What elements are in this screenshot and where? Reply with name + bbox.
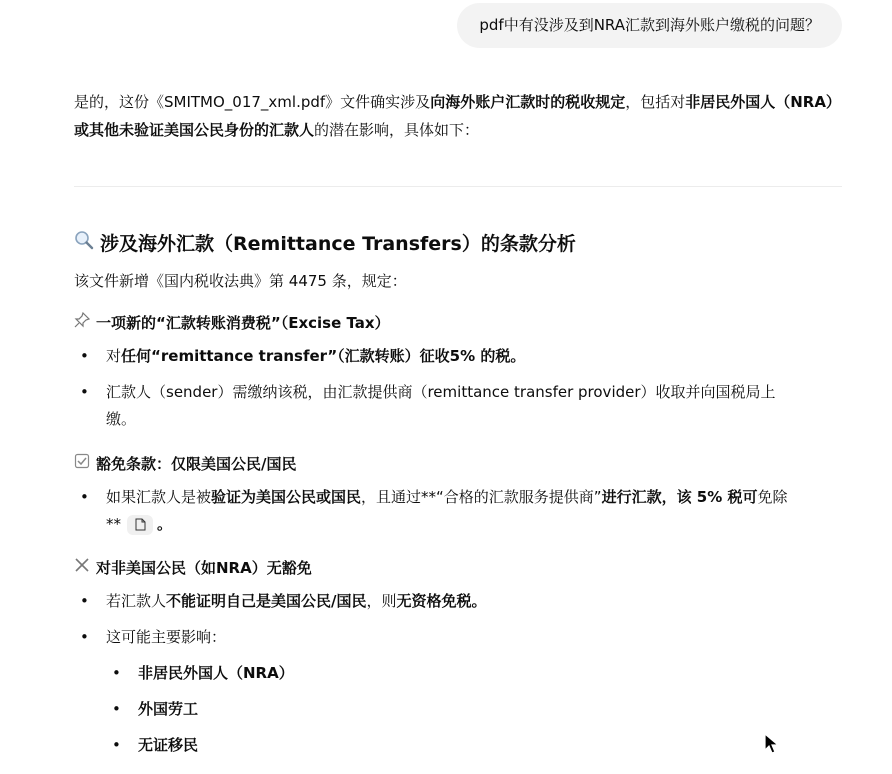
- bullet-text: 免除: [757, 488, 788, 506]
- intro-paragraph: [74, 88, 844, 144]
- intro-bold-1: 向海外账户汇款时的税收规定: [430, 93, 626, 111]
- nested-list-item: [112, 732, 812, 759]
- nested-bullet-text: 外国劳工: [138, 700, 199, 718]
- bullet-text: 若汇款人: [106, 592, 167, 610]
- bullet-text: 对: [106, 347, 122, 365]
- bullet-dot: •: [80, 347, 89, 365]
- section-heading: [74, 229, 576, 259]
- list-item: [80, 484, 820, 538]
- subsection-3-title-text: 对非美国公民（如NRA）无豁免: [96, 559, 312, 577]
- bullet-bold-text: 无资格免税。: [396, 592, 487, 610]
- section-heading-text: 涉及海外汇款（Remittance Transfers）的条款分析: [100, 233, 576, 255]
- bullet-text: ，且通过**“合格的汇款服务提供商”: [361, 488, 602, 506]
- assistant-answer: [74, 88, 844, 144]
- intro-text-2: ，包括对: [625, 93, 686, 111]
- intro-bold-2: 非居民外国人（NRA）或其他未验证美国公民身份的汇款人: [74, 93, 841, 139]
- mouse-cursor-icon: [764, 733, 780, 755]
- bullet-text: 汇款人（sender）需缴纳该税，由汇款提供商（remittance transfer provider）收取并向国税局上: [106, 383, 776, 401]
- bullet-dot: •: [80, 488, 89, 506]
- bullet-text: ，则: [366, 592, 397, 610]
- bullet-text: 缴。: [106, 410, 137, 428]
- bullet-text: 如果汇款人是被: [106, 488, 212, 506]
- bullet-text: 这可能主要影响：: [106, 628, 227, 646]
- list-item: [80, 343, 820, 370]
- subsection-3-title: [74, 555, 312, 581]
- nested-bullet-text: 无证移民: [138, 736, 199, 754]
- bullet-dot: •: [80, 628, 89, 646]
- bullet-dot: •: [80, 383, 89, 401]
- bullet-dot: •: [112, 664, 121, 682]
- list-item: [80, 379, 820, 433]
- bullet-bold-text: 不能证明自己是美国公民/国民: [166, 592, 367, 610]
- search-icon: [74, 229, 96, 259]
- subsection-2-title-text: 豁免条款：仅限美国公民/国民: [96, 455, 297, 473]
- intro-text-3: 的潜在影响，具体如下：: [314, 121, 480, 139]
- bullet-text: 。: [157, 515, 173, 533]
- bullet-bold-text: 验证为美国公民或国民: [211, 488, 362, 506]
- nested-bullet-text: 非居民外国人（NRA）: [138, 664, 294, 682]
- bullet-bold-text: 任何“remittance transfer”（汇款转账）征收5% 的税。: [121, 347, 526, 365]
- subsection-1-title-text: 一项新的“汇款转账消费税”（Excise Tax）: [96, 314, 390, 332]
- subsection-2-title: [74, 451, 296, 477]
- subsection-1-title: [74, 310, 390, 336]
- check-box-icon: [74, 451, 92, 477]
- bullet-dot: •: [80, 592, 89, 610]
- list-item: [80, 588, 820, 615]
- list-item: [80, 624, 820, 651]
- bullet-dot: •: [112, 736, 121, 754]
- bullet-dot: •: [112, 700, 121, 718]
- intro-text-1: 是的，这份《SMITMO_017_xml.pdf》文件确实涉及: [74, 93, 431, 111]
- cross-icon: [74, 555, 92, 581]
- file-citation-chip[interactable]: [127, 515, 153, 535]
- user-message-text: pdf中有没涉及到NRA汇款到海外账户缴税的问题？: [479, 16, 820, 34]
- document-icon: [135, 518, 146, 531]
- section-lead: 该文件新增《国内税收法典》第 4475 条，规定：: [74, 272, 407, 290]
- nested-list-item: [112, 696, 812, 723]
- nested-list-item: [112, 660, 812, 687]
- user-message-bubble: [457, 3, 842, 48]
- pin-icon: [74, 310, 92, 336]
- section-divider: [74, 186, 842, 187]
- bullet-text: **: [106, 515, 121, 533]
- bullet-bold-text: 进行汇款，该 5% 税可: [601, 488, 758, 506]
